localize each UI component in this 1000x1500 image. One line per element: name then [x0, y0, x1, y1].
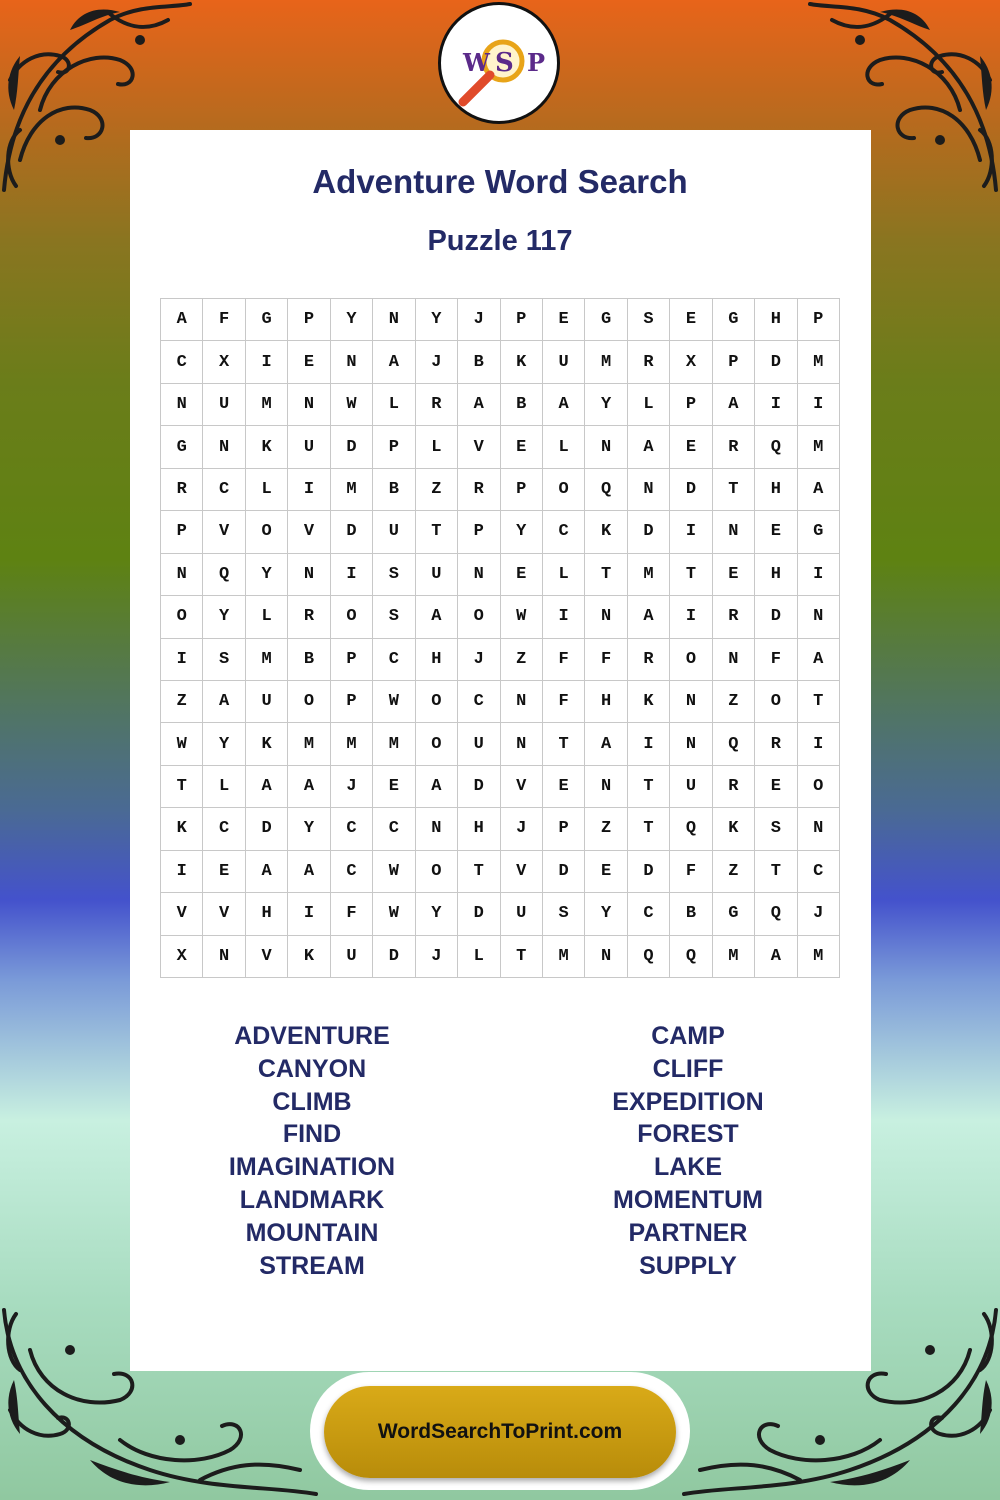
- grid-cell[interactable]: O: [288, 681, 330, 723]
- grid-cell[interactable]: H: [246, 893, 288, 935]
- grid-cell[interactable]: V: [458, 426, 500, 468]
- grid-cell[interactable]: Y: [416, 893, 458, 935]
- grid-cell[interactable]: C: [203, 808, 245, 850]
- grid-cell[interactable]: G: [713, 893, 755, 935]
- grid-cell[interactable]: T: [628, 766, 670, 808]
- grid-cell[interactable]: H: [755, 299, 797, 341]
- grid-cell[interactable]: T: [798, 681, 840, 723]
- grid-cell[interactable]: N: [288, 384, 330, 426]
- grid-cell[interactable]: D: [670, 469, 712, 511]
- grid-cell[interactable]: P: [543, 808, 585, 850]
- grid-cell[interactable]: A: [288, 851, 330, 893]
- grid-cell[interactable]: A: [416, 596, 458, 638]
- grid-cell[interactable]: C: [203, 469, 245, 511]
- grid-cell[interactable]: N: [203, 936, 245, 978]
- grid-cell[interactable]: U: [246, 681, 288, 723]
- grid-cell[interactable]: F: [755, 639, 797, 681]
- grid-cell[interactable]: K: [628, 681, 670, 723]
- grid-cell[interactable]: V: [246, 936, 288, 978]
- grid-cell[interactable]: M: [798, 341, 840, 383]
- grid-cell[interactable]: M: [798, 936, 840, 978]
- grid-cell[interactable]: F: [203, 299, 245, 341]
- grid-cell[interactable]: E: [288, 341, 330, 383]
- grid-cell[interactable]: T: [585, 554, 627, 596]
- grid-cell[interactable]: N: [798, 596, 840, 638]
- word-list-item: CLIMB: [272, 1087, 352, 1116]
- grid-cell[interactable]: I: [288, 893, 330, 935]
- grid-cell[interactable]: G: [798, 511, 840, 553]
- grid-cell[interactable]: N: [585, 426, 627, 468]
- grid-cell[interactable]: W: [373, 893, 415, 935]
- grid-cell[interactable]: E: [373, 766, 415, 808]
- grid-cell[interactable]: I: [161, 639, 203, 681]
- grid-cell[interactable]: M: [585, 341, 627, 383]
- grid-cell[interactable]: L: [246, 469, 288, 511]
- grid-cell[interactable]: V: [501, 851, 543, 893]
- grid-cell[interactable]: U: [416, 554, 458, 596]
- grid-cell[interactable]: C: [373, 808, 415, 850]
- grid-cell[interactable]: M: [373, 723, 415, 765]
- grid-cell[interactable]: T: [416, 511, 458, 553]
- grid-cell[interactable]: D: [458, 766, 500, 808]
- grid-cell[interactable]: C: [543, 511, 585, 553]
- word-list-item: CANYON: [257, 1054, 367, 1083]
- grid-cell[interactable]: Q: [670, 808, 712, 850]
- grid-cell[interactable]: A: [798, 469, 840, 511]
- grid-cell[interactable]: O: [416, 851, 458, 893]
- grid-cell[interactable]: E: [585, 851, 627, 893]
- grid-cell[interactable]: E: [543, 766, 585, 808]
- grid-cell[interactable]: W: [373, 851, 415, 893]
- grid-cell[interactable]: W: [161, 723, 203, 765]
- grid-cell[interactable]: V: [161, 893, 203, 935]
- grid-cell[interactable]: E: [670, 426, 712, 468]
- grid-cell[interactable]: A: [713, 384, 755, 426]
- grid-cell[interactable]: E: [501, 426, 543, 468]
- grid-cell[interactable]: T: [501, 936, 543, 978]
- grid-cell[interactable]: B: [288, 639, 330, 681]
- grid-cell[interactable]: P: [713, 341, 755, 383]
- grid-cell[interactable]: D: [458, 893, 500, 935]
- grid-cell[interactable]: S: [373, 554, 415, 596]
- grid-cell[interactable]: D: [331, 426, 373, 468]
- logo-letter-s: S: [495, 48, 514, 78]
- grid-cell[interactable]: J: [331, 766, 373, 808]
- grid-cell[interactable]: M: [331, 469, 373, 511]
- grid-cell[interactable]: D: [373, 936, 415, 978]
- grid-cell[interactable]: E: [501, 554, 543, 596]
- letter-grid[interactable]: [160, 298, 840, 978]
- grid-cell[interactable]: Z: [416, 469, 458, 511]
- grid-cell[interactable]: S: [628, 299, 670, 341]
- grid-cell[interactable]: Z: [501, 639, 543, 681]
- grid-cell[interactable]: N: [288, 554, 330, 596]
- grid-cell[interactable]: C: [798, 851, 840, 893]
- grid-cell[interactable]: H: [585, 681, 627, 723]
- word-list-item: FOREST: [637, 1120, 739, 1149]
- grid-cell[interactable]: B: [458, 341, 500, 383]
- site-link-button[interactable]: [324, 1386, 676, 1478]
- grid-cell[interactable]: K: [288, 936, 330, 978]
- grid-cell[interactable]: A: [416, 766, 458, 808]
- grid-cell[interactable]: Y: [331, 299, 373, 341]
- grid-cell[interactable]: N: [161, 554, 203, 596]
- grid-cell[interactable]: R: [713, 766, 755, 808]
- grid-cell[interactable]: P: [288, 299, 330, 341]
- site-logo[interactable]: [438, 2, 560, 124]
- grid-cell[interactable]: M: [713, 936, 755, 978]
- grid-cell[interactable]: B: [501, 384, 543, 426]
- grid-cell[interactable]: J: [416, 936, 458, 978]
- grid-cell[interactable]: D: [755, 596, 797, 638]
- grid-cell[interactable]: J: [458, 639, 500, 681]
- word-list-item: ADVENTURE: [234, 1022, 390, 1050]
- grid-cell[interactable]: E: [755, 511, 797, 553]
- word-list-item: MOUNTAIN: [245, 1218, 379, 1247]
- grid-cell[interactable]: N: [331, 341, 373, 383]
- grid-cell[interactable]: I: [288, 469, 330, 511]
- logo-letter-w: W: [463, 48, 490, 77]
- word-list-item: EXPEDITION: [612, 1087, 764, 1116]
- grid-cell[interactable]: L: [458, 936, 500, 978]
- grid-cell[interactable]: R: [755, 723, 797, 765]
- grid-cell[interactable]: U: [288, 426, 330, 468]
- grid-cell[interactable]: B: [670, 893, 712, 935]
- grid-cell[interactable]: Q: [755, 893, 797, 935]
- grid-cell[interactable]: O: [416, 723, 458, 765]
- grid-cell[interactable]: L: [373, 384, 415, 426]
- grid-cell[interactable]: O: [416, 681, 458, 723]
- grid-cell[interactable]: F: [331, 893, 373, 935]
- grid-cell[interactable]: P: [501, 299, 543, 341]
- grid-cell[interactable]: N: [670, 681, 712, 723]
- grid-cell[interactable]: N: [203, 426, 245, 468]
- grid-cell[interactable]: M: [246, 384, 288, 426]
- grid-cell[interactable]: P: [670, 384, 712, 426]
- grid-cell[interactable]: A: [373, 341, 415, 383]
- grid-cell[interactable]: Y: [585, 384, 627, 426]
- site-link-label: WordSearchToPrint.com: [377, 1420, 623, 1443]
- grid-cell[interactable]: H: [416, 639, 458, 681]
- grid-cell[interactable]: M: [331, 723, 373, 765]
- grid-cell[interactable]: M: [798, 426, 840, 468]
- word-list-item: LAKE: [653, 1153, 723, 1182]
- grid-cell[interactable]: T: [458, 851, 500, 893]
- grid-cell[interactable]: A: [458, 384, 500, 426]
- grid-cell[interactable]: P: [331, 639, 373, 681]
- word-list-item: PARTNER: [628, 1218, 748, 1247]
- grid-cell[interactable]: Q: [628, 936, 670, 978]
- grid-cell[interactable]: V: [501, 766, 543, 808]
- grid-cell[interactable]: J: [416, 341, 458, 383]
- grid-cell[interactable]: D: [331, 511, 373, 553]
- grid-cell[interactable]: K: [246, 723, 288, 765]
- grid-cell[interactable]: Y: [246, 554, 288, 596]
- grid-cell[interactable]: Z: [713, 681, 755, 723]
- grid-cell[interactable]: G: [161, 426, 203, 468]
- grid-cell[interactable]: E: [543, 299, 585, 341]
- grid-cell[interactable]: P: [458, 511, 500, 553]
- grid-cell[interactable]: N: [416, 808, 458, 850]
- grid-cell[interactable]: O: [161, 596, 203, 638]
- grid-cell[interactable]: T: [755, 851, 797, 893]
- grid-cell[interactable]: P: [161, 511, 203, 553]
- page-title: Adventure Word Search: [312, 163, 688, 200]
- grid-cell[interactable]: S: [755, 808, 797, 850]
- grid-cell[interactable]: U: [458, 723, 500, 765]
- grid-cell[interactable]: H: [755, 554, 797, 596]
- grid-cell[interactable]: A: [628, 596, 670, 638]
- grid-cell[interactable]: T: [628, 808, 670, 850]
- grid-cell[interactable]: E: [713, 554, 755, 596]
- magnifier-icon: [441, 5, 557, 121]
- grid-cell[interactable]: H: [458, 808, 500, 850]
- grid-cell[interactable]: Q: [585, 469, 627, 511]
- grid-cell[interactable]: V: [203, 893, 245, 935]
- grid-cell[interactable]: L: [628, 384, 670, 426]
- word-list-right: [538, 1018, 838, 1280]
- grid-cell[interactable]: Y: [288, 808, 330, 850]
- grid-cell[interactable]: O: [246, 511, 288, 553]
- grid-cell[interactable]: L: [203, 766, 245, 808]
- grid-cell[interactable]: C: [458, 681, 500, 723]
- word-list-item: SUPPLY: [639, 1251, 737, 1280]
- grid-cell[interactable]: X: [670, 341, 712, 383]
- grid-cell[interactable]: I: [628, 723, 670, 765]
- grid-cell[interactable]: N: [713, 511, 755, 553]
- grid-cell[interactable]: R: [161, 469, 203, 511]
- grid-cell[interactable]: R: [288, 596, 330, 638]
- grid-cell[interactable]: K: [501, 341, 543, 383]
- grid-cell[interactable]: W: [373, 681, 415, 723]
- grid-cell[interactable]: N: [373, 299, 415, 341]
- grid-cell[interactable]: R: [628, 639, 670, 681]
- grid-cell[interactable]: P: [798, 299, 840, 341]
- grid-cell[interactable]: W: [501, 596, 543, 638]
- grid-cell[interactable]: U: [331, 936, 373, 978]
- grid-cell[interactable]: A: [203, 681, 245, 723]
- grid-cell[interactable]: Z: [713, 851, 755, 893]
- grid-cell[interactable]: O: [458, 596, 500, 638]
- word-list-left: [162, 1018, 462, 1280]
- grid-cell[interactable]: O: [670, 639, 712, 681]
- grid-cell[interactable]: R: [713, 596, 755, 638]
- grid-cell[interactable]: F: [670, 851, 712, 893]
- grid-cell[interactable]: G: [585, 299, 627, 341]
- grid-cell[interactable]: L: [416, 426, 458, 468]
- grid-cell[interactable]: C: [331, 808, 373, 850]
- grid-cell[interactable]: X: [161, 936, 203, 978]
- grid-cell[interactable]: I: [543, 596, 585, 638]
- word-list-item: IMAGINATION: [228, 1153, 396, 1182]
- grid-cell[interactable]: N: [501, 723, 543, 765]
- grid-cell[interactable]: K: [585, 511, 627, 553]
- grid-cell[interactable]: N: [628, 469, 670, 511]
- grid-cell[interactable]: P: [331, 681, 373, 723]
- grid-cell[interactable]: D: [628, 511, 670, 553]
- grid-cell[interactable]: C: [373, 639, 415, 681]
- grid-cell[interactable]: D: [755, 341, 797, 383]
- grid-cell[interactable]: F: [543, 639, 585, 681]
- grid-cell[interactable]: B: [373, 469, 415, 511]
- grid-cell[interactable]: I: [331, 554, 373, 596]
- grid-cell[interactable]: I: [246, 341, 288, 383]
- grid-cell[interactable]: C: [161, 341, 203, 383]
- grid-cell[interactable]: Y: [416, 299, 458, 341]
- grid-cell[interactable]: N: [458, 554, 500, 596]
- grid-cell[interactable]: J: [501, 808, 543, 850]
- grid-cell[interactable]: G: [713, 299, 755, 341]
- grid-cell[interactable]: I: [755, 384, 797, 426]
- grid-cell[interactable]: U: [203, 384, 245, 426]
- word-list-item: CLIFF: [652, 1054, 724, 1083]
- grid-cell[interactable]: C: [331, 851, 373, 893]
- grid-cell[interactable]: M: [628, 554, 670, 596]
- word-list-item: STREAM: [259, 1251, 365, 1280]
- grid-cell[interactable]: M: [246, 639, 288, 681]
- grid-cell[interactable]: M: [288, 723, 330, 765]
- word-list-item: MOMENTUM: [613, 1185, 763, 1214]
- grid-cell[interactable]: L: [543, 554, 585, 596]
- puzzle-number: Puzzle 117: [427, 225, 573, 257]
- grid-cell[interactable]: L: [543, 426, 585, 468]
- grid-cell[interactable]: D: [543, 851, 585, 893]
- grid-cell[interactable]: Y: [501, 511, 543, 553]
- grid-cell[interactable]: A: [246, 766, 288, 808]
- grid-cell[interactable]: E: [755, 766, 797, 808]
- grid-cell[interactable]: A: [161, 299, 203, 341]
- grid-cell[interactable]: A: [798, 639, 840, 681]
- grid-cell[interactable]: S: [203, 639, 245, 681]
- grid-cell[interactable]: N: [161, 384, 203, 426]
- grid-cell[interactable]: N: [670, 723, 712, 765]
- grid-cell[interactable]: L: [246, 596, 288, 638]
- grid-cell[interactable]: Q: [713, 723, 755, 765]
- grid-cell[interactable]: V: [203, 511, 245, 553]
- grid-cell[interactable]: S: [373, 596, 415, 638]
- grid-cell[interactable]: P: [373, 426, 415, 468]
- grid-cell[interactable]: K: [161, 808, 203, 850]
- grid-cell[interactable]: A: [628, 426, 670, 468]
- grid-cell[interactable]: T: [161, 766, 203, 808]
- grid-cell[interactable]: H: [755, 469, 797, 511]
- grid-cell[interactable]: V: [288, 511, 330, 553]
- grid-cell[interactable]: A: [246, 851, 288, 893]
- grid-cell[interactable]: N: [585, 596, 627, 638]
- grid-cell[interactable]: J: [798, 893, 840, 935]
- grid-cell[interactable]: Y: [203, 596, 245, 638]
- grid-cell[interactable]: R: [628, 341, 670, 383]
- grid-cell[interactable]: S: [543, 893, 585, 935]
- grid-cell[interactable]: I: [798, 723, 840, 765]
- logo-letter-p: P: [527, 48, 546, 77]
- grid-cell[interactable]: U: [543, 341, 585, 383]
- grid-cell[interactable]: I: [670, 596, 712, 638]
- grid-cell[interactable]: Z: [585, 808, 627, 850]
- grid-cell[interactable]: A: [288, 766, 330, 808]
- grid-cell[interactable]: O: [798, 766, 840, 808]
- grid-cell[interactable]: F: [543, 681, 585, 723]
- grid-cell[interactable]: J: [458, 299, 500, 341]
- grid-cell[interactable]: U: [670, 766, 712, 808]
- grid-cell[interactable]: Q: [755, 426, 797, 468]
- grid-cell[interactable]: T: [713, 469, 755, 511]
- word-list-item: LANDMARK: [239, 1185, 385, 1214]
- grid-cell[interactable]: I: [798, 554, 840, 596]
- grid-cell[interactable]: M: [543, 936, 585, 978]
- grid-cell[interactable]: R: [416, 384, 458, 426]
- grid-cell[interactable]: I: [670, 511, 712, 553]
- grid-cell[interactable]: R: [458, 469, 500, 511]
- grid-cell[interactable]: A: [543, 384, 585, 426]
- grid-cell[interactable]: F: [585, 639, 627, 681]
- grid-cell[interactable]: K: [246, 426, 288, 468]
- grid-cell[interactable]: N: [585, 936, 627, 978]
- grid-cell[interactable]: P: [501, 469, 543, 511]
- grid-cell[interactable]: I: [161, 851, 203, 893]
- grid-cell[interactable]: D: [246, 808, 288, 850]
- grid-cell[interactable]: A: [755, 936, 797, 978]
- grid-cell[interactable]: N: [798, 808, 840, 850]
- grid-cell[interactable]: C: [628, 893, 670, 935]
- grid-cell[interactable]: X: [203, 341, 245, 383]
- grid-cell[interactable]: O: [543, 469, 585, 511]
- grid-cell[interactable]: N: [585, 766, 627, 808]
- grid-cell[interactable]: U: [501, 893, 543, 935]
- grid-cell[interactable]: G: [246, 299, 288, 341]
- grid-cell[interactable]: A: [585, 723, 627, 765]
- grid-cell[interactable]: N: [501, 681, 543, 723]
- grid-cell[interactable]: R: [713, 426, 755, 468]
- grid-cell[interactable]: U: [373, 511, 415, 553]
- grid-cell[interactable]: O: [755, 681, 797, 723]
- grid-cell[interactable]: K: [713, 808, 755, 850]
- grid-cell[interactable]: Q: [670, 936, 712, 978]
- grid-cell[interactable]: E: [670, 299, 712, 341]
- word-list-item: CAMP: [651, 1022, 725, 1050]
- grid-cell[interactable]: T: [543, 723, 585, 765]
- grid-cell[interactable]: Z: [161, 681, 203, 723]
- word-list-item: FIND: [282, 1120, 342, 1149]
- grid-cell[interactable]: T: [670, 554, 712, 596]
- grid-cell[interactable]: Q: [203, 554, 245, 596]
- grid-cell[interactable]: D: [628, 851, 670, 893]
- grid-cell[interactable]: E: [203, 851, 245, 893]
- grid-cell[interactable]: W: [331, 384, 373, 426]
- grid-cell[interactable]: N: [713, 639, 755, 681]
- grid-cell[interactable]: Y: [203, 723, 245, 765]
- grid-cell[interactable]: Y: [585, 893, 627, 935]
- grid-cell[interactable]: I: [798, 384, 840, 426]
- grid-cell[interactable]: O: [331, 596, 373, 638]
